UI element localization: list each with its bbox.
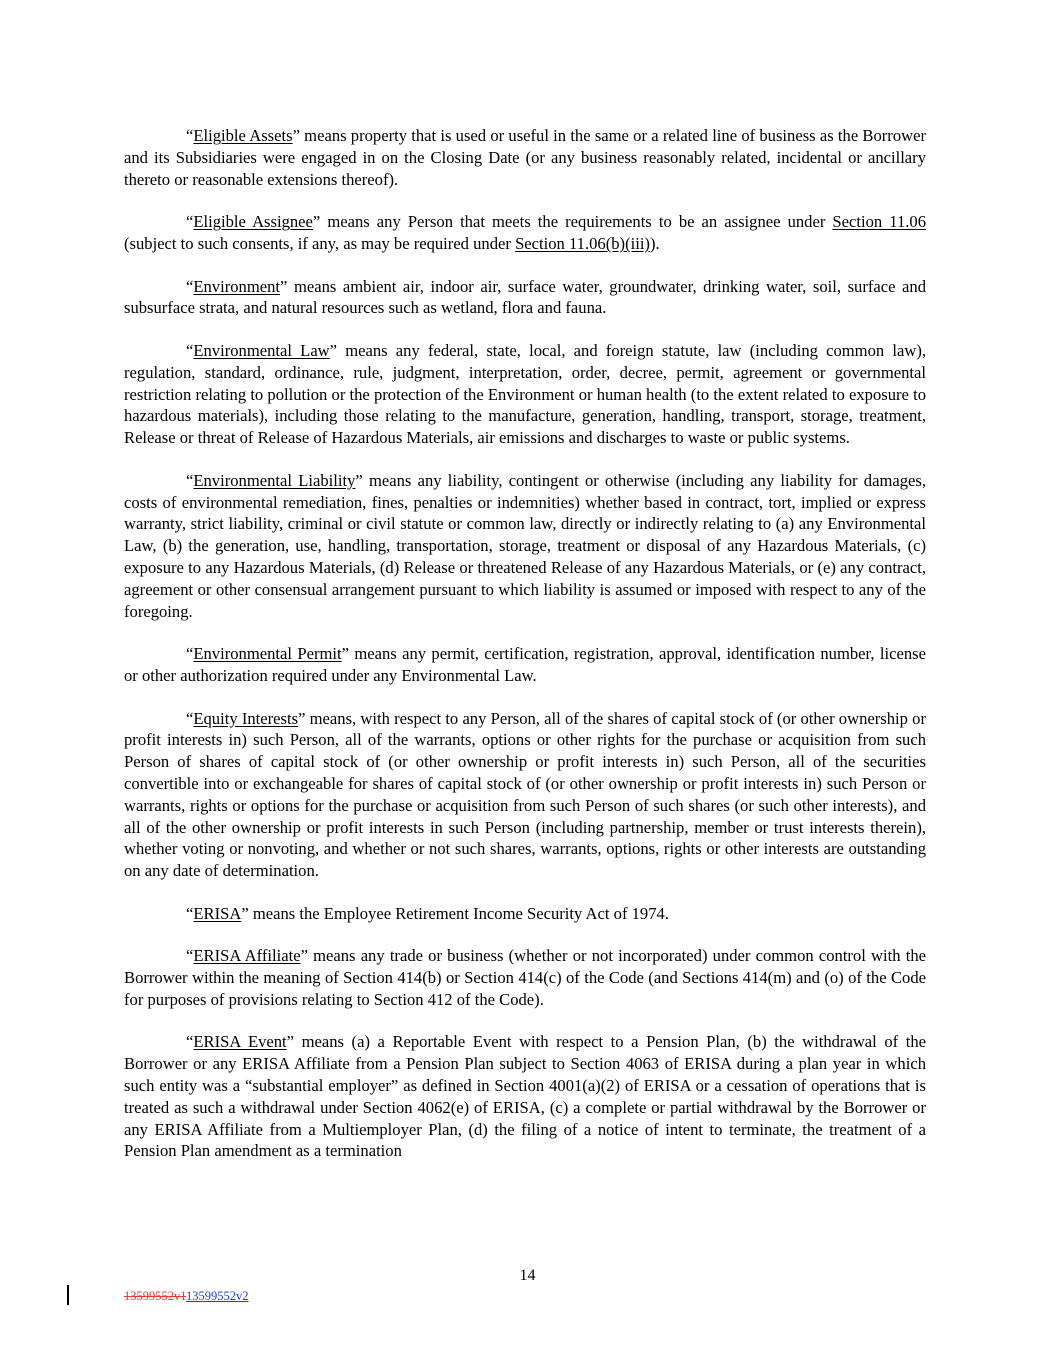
definition-erisa-event: “ERISA Event” means (a) a Reportable Event with respect to a Pension Plan, (b) the withdrawal of the Borrower or any ERISA Affiliate from a Pension Plan subject to Section 4063 of ERISA during a plan year in which such entity was a “substantial employer” as defined in Section 4001(a)(2) of ERISA or a cessation of operations that is treated as such a withdrawal under Section 4062(e) of ERISA, (c) a complete or partial withdrawal by the Borrower or any ERISA Affiliate from a Multiemployer Plan, (d) the filing of a notice of intent to terminate, the treatment of a Pension Plan amendment as a termination <box>124 1032 926 1161</box>
section-reference: Section 11.06 <box>832 212 926 232</box>
definition-environmental-law: “Environmental Law” means any federal, state, local, and foreign statute, law (including common law), regulation, standard, ordinance, rule, judgment, interpretation, order, decree, permit, agreement or governmental restriction relating to pollution or the protection of the Environment or human health (to the extent related to exposure to hazardous materials), including those relating to the manufacture, generation, handling, transport, storage, treatment, Release or threat of Release of Hazardous Materials, air emissions and discharges to waste or public systems. <box>124 340 926 448</box>
document-id-footer <box>124 1289 249 1304</box>
defined-term: Equity Interests <box>193 708 299 728</box>
definition-text: ” means any federal, state, local, and foreign statute, law (including common law), regulation, standard, ordinance, rule, judgment, interpretation, order, decree, permit, agreement or governmental restriction relating to pollution or the protection of the Environment or human health (to the extent related to exposure to hazardous materials), including those relating to the manufacture, generation, handling, transport, storage, treatment, Release or threat of Release of Hazardous Materials, air emissions and discharges to waste or public systems. <box>124 340 926 448</box>
defined-term: ERISA Event <box>193 1032 287 1052</box>
definition-text: ” means ambient air, indoor air, surface water, groundwater, drinking water, soil, surface and subsurface strata, and natural resources such as wetland, flora and fauna. <box>124 276 926 318</box>
defined-term: Environmental Law <box>193 340 330 360</box>
definition-text: ). <box>649 233 660 253</box>
definition-text: ” means property that is used or useful in the same or a related line of business as the Borrower and its Subsidiaries were engaged in on the Closing Date (or any business reasonably related, incidental or ancillary thereto or reasonable extensions thereof). <box>124 126 927 189</box>
definition-eligible-assets: “Eligible Assets” means property that is used or useful in the same or a related line of business as the Borrower and its Subsidiaries were engaged in on the Closing Date (or any business reasonably related, incidental or ancillary thereto or reasonable extensions thereof). <box>124 126 927 189</box>
defined-term: Environmental Permit <box>193 644 342 664</box>
definition-environmental-permit: “Environmental Permit” means any permit, certification, registration, approval, identification number, license or other authorization required under any Environmental Law. <box>124 644 926 685</box>
definition-erisa-affiliate: “ERISA Affiliate” means any trade or business (whether or not incorporated) under common control with the Borrower within the meaning of Section 414(b) or Section 414(c) of the Code (and Sections 414(m) and (o) of the Code for purposes of provisions relating to Section 412 of the Code). <box>124 946 926 1009</box>
inserted-document-id: 13599552v2 <box>186 1289 249 1303</box>
definition-environment: “Environment” means ambient air, indoor air, surface water, groundwater, drinking water, soil, surface and subsurface strata, and natural resources such as wetland, flora and fauna. <box>124 276 926 318</box>
definition-text: ” means any trade or business (whether or not incorporated) under common control with the Borrower within the meaning of Section 414(b) or Section 414(c) of the Code (and Sections 414(m) and (o) of the Code for purposes of provisions relating to Section 412 of the Code). <box>124 946 926 1009</box>
page-number: 14 <box>519 1267 536 1284</box>
definition-eligible-assignee: “Eligible Assignee” means any Person that meets the requirements to be an assignee under Section 11.06 (subject to such consents, if any, as may be required under Section 11.06(b)(iii)). <box>124 212 926 253</box>
definition-environmental-liability: “Environmental Liability” means any liability, contingent or otherwise (including any liability for damages, costs of environmental remediation, fines, penalties or indemnities) whether based in contract, tort, implied or express warranty, strict liability, criminal or civil statute or common law, directly or indirectly relating to (a) any Environmental Law, (b) the generation, use, handling, transportation, storage, treatment or disposal of any Hazardous Materials, (c) exposure to any Hazardous Materials, (d) Release or threatened Release of any Hazardous Materials, or (e) any contract, agreement or other consensual arrangement pursuant to which liability is assumed or imposed with respect to any of the foregoing. <box>124 470 926 621</box>
deleted-document-id: 13599552v1 <box>124 1289 187 1303</box>
definition-text: ” means (a) a Reportable Event with respect to a Pension Plan, (b) the withdrawal of the Borrower or any ERISA Affiliate from a Pension Plan subject to Section 4063 of ERISA during a plan year in which such entity was a “substantial employer” as defined in Section 4001(a)(2) of ERISA or a cessation of operations that is treated as such a withdrawal under Section 4062(e) of ERISA, (c) a complete or partial withdrawal by the Borrower or any ERISA Affiliate from a Multiemployer Plan, (d) the filing of a notice of intent to terminate, the treatment of a Pension Plan amendment as a termination <box>124 1032 926 1161</box>
definition-text: ” means any liability, contingent or otherwise (including any liability for damages, costs of environmental remediation, fines, penalties or indemnities) whether based in contract, tort, implied or express warranty, strict liability, criminal or civil statute or common law, directly or indirectly relating to (a) any Environmental Law, (b) the generation, use, handling, transportation, storage, treatment or disposal of any Hazardous Materials, (c) exposure to any Hazardous Materials, (d) Release or threatened Release of any Hazardous Materials, or (e) any contract, agreement or other consensual arrangement pursuant to which liability is assumed or imposed with respect to any of the foregoing. <box>124 470 926 621</box>
definition-text: (subject to such consents, if any, as may be required under <box>124 233 516 253</box>
section-reference: Section 11.06(b)(iii) <box>515 233 650 253</box>
document-body <box>124 125 926 1183</box>
defined-term: Eligible Assignee <box>193 212 313 232</box>
defined-term: Environmental Liability <box>193 470 356 490</box>
definition-text: ” means any Person that meets the requirements to be an assignee under <box>312 212 833 232</box>
defined-term: Eligible Assets <box>193 126 293 145</box>
definition-equity-interests: “Equity Interests” means, with respect to any Person, all of the shares of capital stock of (or other ownership or profit interests in) such Person, all of the warrants, options or other rights for the purchase or acquisition from such Person of shares of capital stock of (or other ownership or profit interests in) such Person, all of the securities convertible into or exchangeable for shares of capital stock of (or other ownership or profit interests in) such Person or warrants, rights or options for the purchase or acquisition from such Person of such shares (or such other interests), and all of the other ownership or profit interests in such Person (including partnership, member or trust interests therein), whether voting or nonvoting, and whether or not such shares, warrants, options, rights or other interests are outstanding on any date of determination. <box>124 708 926 881</box>
definition-erisa: “ERISA” means the Employee Retirement Income Security Act of 1974. <box>186 903 669 923</box>
definition-text: ” means the Employee Retirement Income Security Act of 1974. <box>241 903 669 923</box>
defined-term: Environment <box>193 276 281 296</box>
defined-term: ERISA <box>193 903 242 923</box>
definition-text: ” means any permit, certification, registration, approval, identification number, license or other authorization required under any Environmental Law. <box>124 644 926 685</box>
definition-text: ” means, with respect to any Person, all of the shares of capital stock of (or other ownership or profit interests in) such Person, all of the warrants, options or other rights for the purchase or acquisition from such Person of shares of capital stock of (or other ownership or profit interests in) such Person, all of the securities convertible into or exchangeable for shares of capital stock of (or other ownership or profit interests in) such Person or warrants, rights or options for the purchase or acquisition from such Person of such shares (or such other interests), and all of the other ownership or profit interests in such Person (including partnership, member or trust interests therein), whether voting or nonvoting, and whether or not such shares, warrants, options, rights or other interests are outstanding on any date of determination. <box>124 708 926 881</box>
revision-change-bar <box>67 1285 69 1305</box>
defined-term: ERISA Affiliate <box>193 946 301 966</box>
